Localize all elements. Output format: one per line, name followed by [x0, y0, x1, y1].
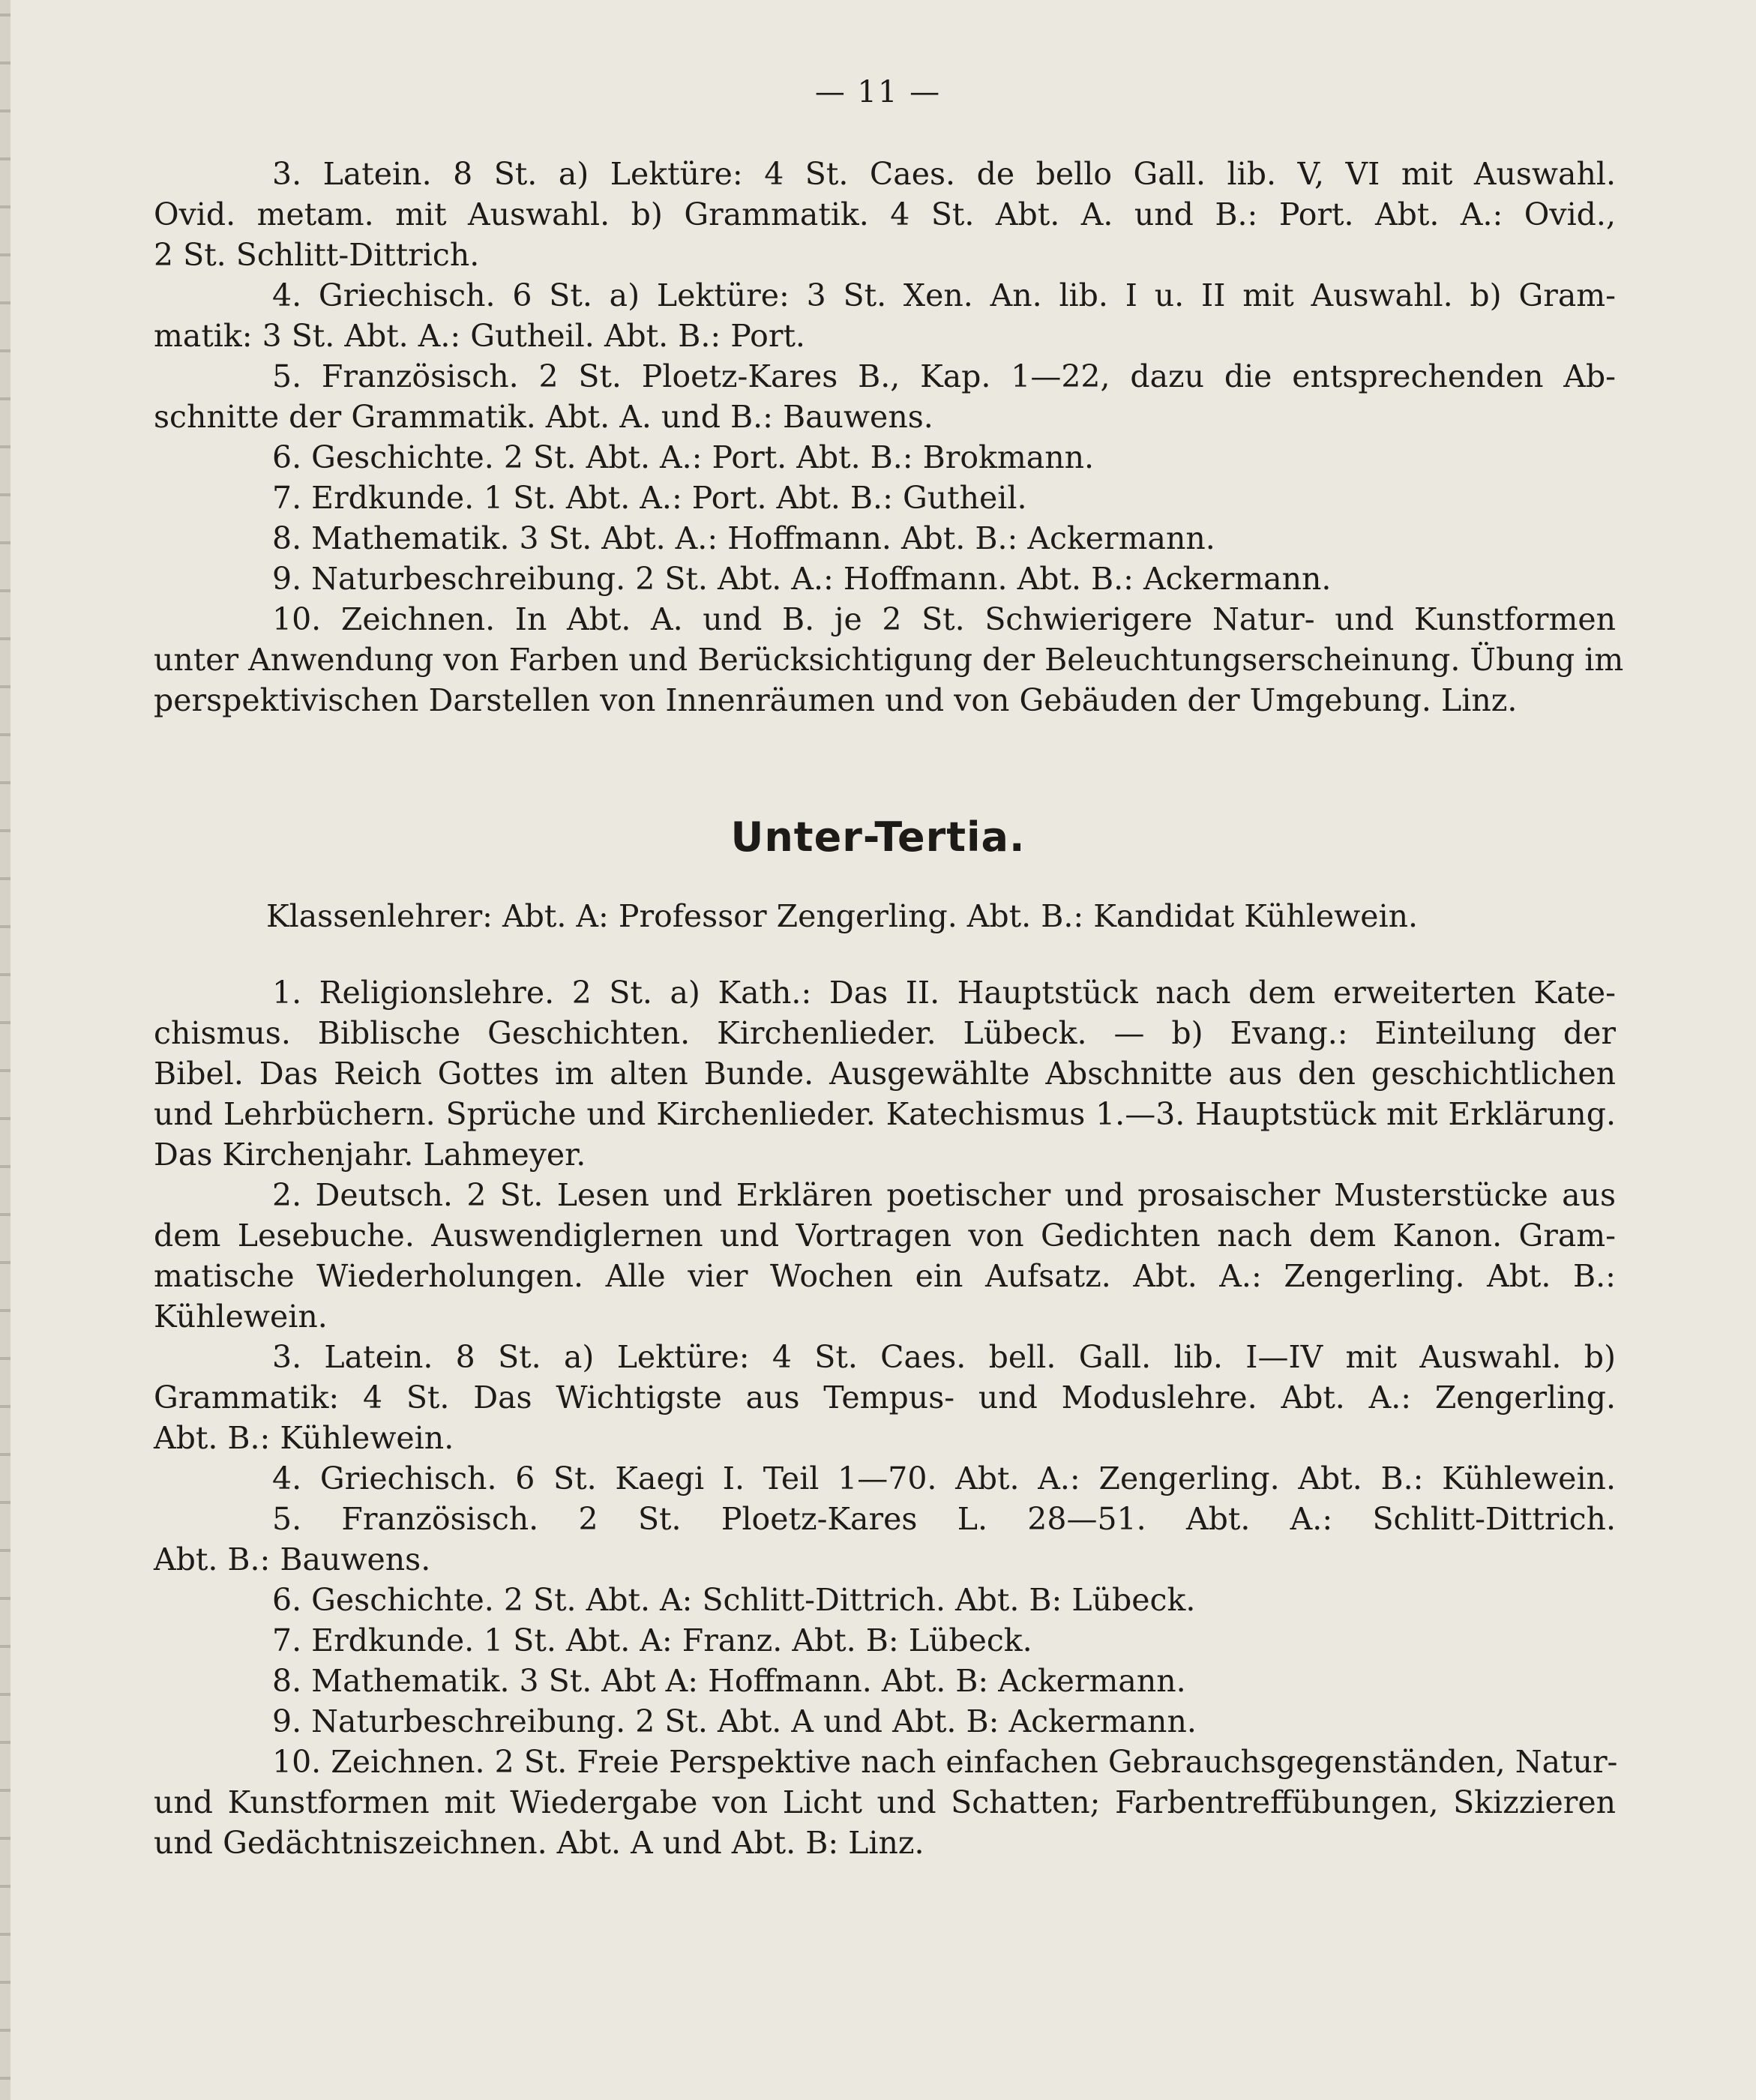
section-untertertia — [154, 972, 1616, 1863]
text-line: perspektivischen Darstellen von Innenräumen und von Gebäuden der Umgebung. Linz. — [154, 682, 1518, 718]
text-line: Abt. B.: Bauwens. — [154, 1541, 431, 1577]
text-line: 7. Erdkunde. 1 St. Abt. A.: Port. Abt. B.: Gutheil. — [272, 480, 1027, 516]
text-line: und Lehrbüchern. Sprüche und Kirchenlieder. Katechismus 1.—3. Hauptstück mit Erklärung. — [154, 1096, 1616, 1132]
text-line: und Gedächtniszeichnen. Abt. A und Abt. B: Linz. — [154, 1825, 924, 1861]
text-line: 5. Französisch. 2 St. Ploetz-Kares L. 28—51. Abt. A.: Schlitt-Dittrich. — [272, 1501, 1616, 1537]
text-line: 10. Zeichnen. 2 St. Freie Perspektive nach einfachen Gebrauchsgegenständen, Natur- — [272, 1744, 1618, 1780]
text-line: 2. Deutsch. 2 St. Lesen und Erklären poetischer und prosaischer Musterstücke aus — [272, 1177, 1616, 1213]
section-obertertia-continued — [154, 154, 1624, 720]
text-line: 9. Naturbeschreibung. 2 St. Abt. A.: Hoffmann. Abt. B.: Ackermann. — [272, 561, 1332, 597]
scan-edge — [0, 0, 10, 2100]
text-line: 9. Naturbeschreibung. 2 St. Abt. A und Abt. B: Ackermann. — [272, 1703, 1197, 1739]
text-line: matische Wiederholungen. Alle vier Wochen ein Aufsatz. Abt. A.: Zengerling. Abt. B.: — [154, 1258, 1616, 1294]
text-line: unter Anwendung von Farben und Berücksichtigung der Beleuchtungserscheinung. Übung im — [154, 642, 1624, 678]
text-line: 4. Griechisch. 6 St. a) Lektüre: 3 St. Xen. An. lib. I u. II mit Auswahl. b) Gram- — [272, 277, 1616, 313]
text-line: 4. Griechisch. 6 St. Kaegi I. Teil 1—70. Abt. A.: Zengerling. Abt. B.: Kühlewein. — [272, 1460, 1616, 1496]
text-line: 6. Geschichte. 2 St. Abt. A.: Port. Abt. B.: Brokmann. — [272, 439, 1095, 475]
text-line: Grammatik: 4 St. Das Wichtigste aus Tempus- und Moduslehre. Abt. A.: Zengerling. — [154, 1380, 1616, 1415]
text-line: 8. Mathematik. 3 St. Abt A: Hoffmann. Abt. B: Ackermann. — [272, 1663, 1186, 1699]
text-line: Das Kirchenjahr. Lahmeyer. — [154, 1137, 586, 1173]
class-teacher-line: Klassenlehrer: Abt. A: Professor Zengerling. Abt. B.: Kandidat Kühlewein. — [266, 898, 1419, 934]
text-line: Bibel. Das Reich Gottes im alten Bunde. Ausgewählte Abschnitte aus den geschichtlichen — [154, 1056, 1616, 1092]
text-line: 10. Zeichnen. In Abt. A. und B. je 2 St. Schwierigere Natur- und Kunstformen — [272, 601, 1616, 637]
text-line: schnitte der Grammatik. Abt. A. und B.: Bauwens. — [154, 399, 933, 435]
text-line: matik: 3 St. Abt. A.: Gutheil. Abt. B.: Port. — [154, 318, 805, 354]
text-line: 7. Erdkunde. 1 St. Abt. A: Franz. Abt. B: Lübeck. — [272, 1622, 1032, 1658]
text-line: 3. Latein. 8 St. a) Lektüre: 4 St. Caes. bell. Gall. lib. I—IV mit Auswahl. b) — [272, 1339, 1616, 1375]
page-number: — 11 — — [814, 75, 942, 109]
text-line: Abt. B.: Kühlewein. — [154, 1420, 454, 1456]
text-line: 3. Latein. 8 St. a) Lektüre: 4 St. Caes. de bello Gall. lib. V, VI mit Auswahl. — [272, 156, 1616, 192]
text-line: Kühlewein. — [154, 1299, 328, 1335]
text-line: 2 St. Schlitt-Dittrich. — [154, 237, 480, 273]
text-line: Ovid. metam. mit Auswahl. b) Grammatik. 4 St. Abt. A. und B.: Port. Abt. A.: Ovid., — [154, 196, 1616, 232]
text-line: chismus. Biblische Geschichten. Kirchenlieder. Lübeck. — b) Evang.: Einteilung der — [154, 1015, 1616, 1051]
text-line: und Kunstformen mit Wiedergabe von Licht und Schatten; Farbentreffübungen, Skizzieren — [154, 1784, 1616, 1820]
text-line: 6. Geschichte. 2 St. Abt. A: Schlitt-Dittrich. Abt. B: Lübeck. — [272, 1582, 1196, 1618]
text-line: 1. Religionslehre. 2 St. a) Kath.: Das II. Hauptstück nach dem erweiterten Kate- — [272, 975, 1616, 1011]
text-line: 5. Französisch. 2 St. Ploetz-Kares B., Kap. 1—22, dazu die entsprechenden Ab- — [272, 358, 1616, 394]
section-heading: Unter-Tertia. — [730, 813, 1026, 861]
text-line: 8. Mathematik. 3 St. Abt. A.: Hoffmann. Abt. B.: Ackermann. — [272, 520, 1215, 556]
text-line: dem Lesebuche. Auswendiglernen und Vortragen von Gedichten nach dem Kanon. Gram- — [154, 1218, 1616, 1254]
